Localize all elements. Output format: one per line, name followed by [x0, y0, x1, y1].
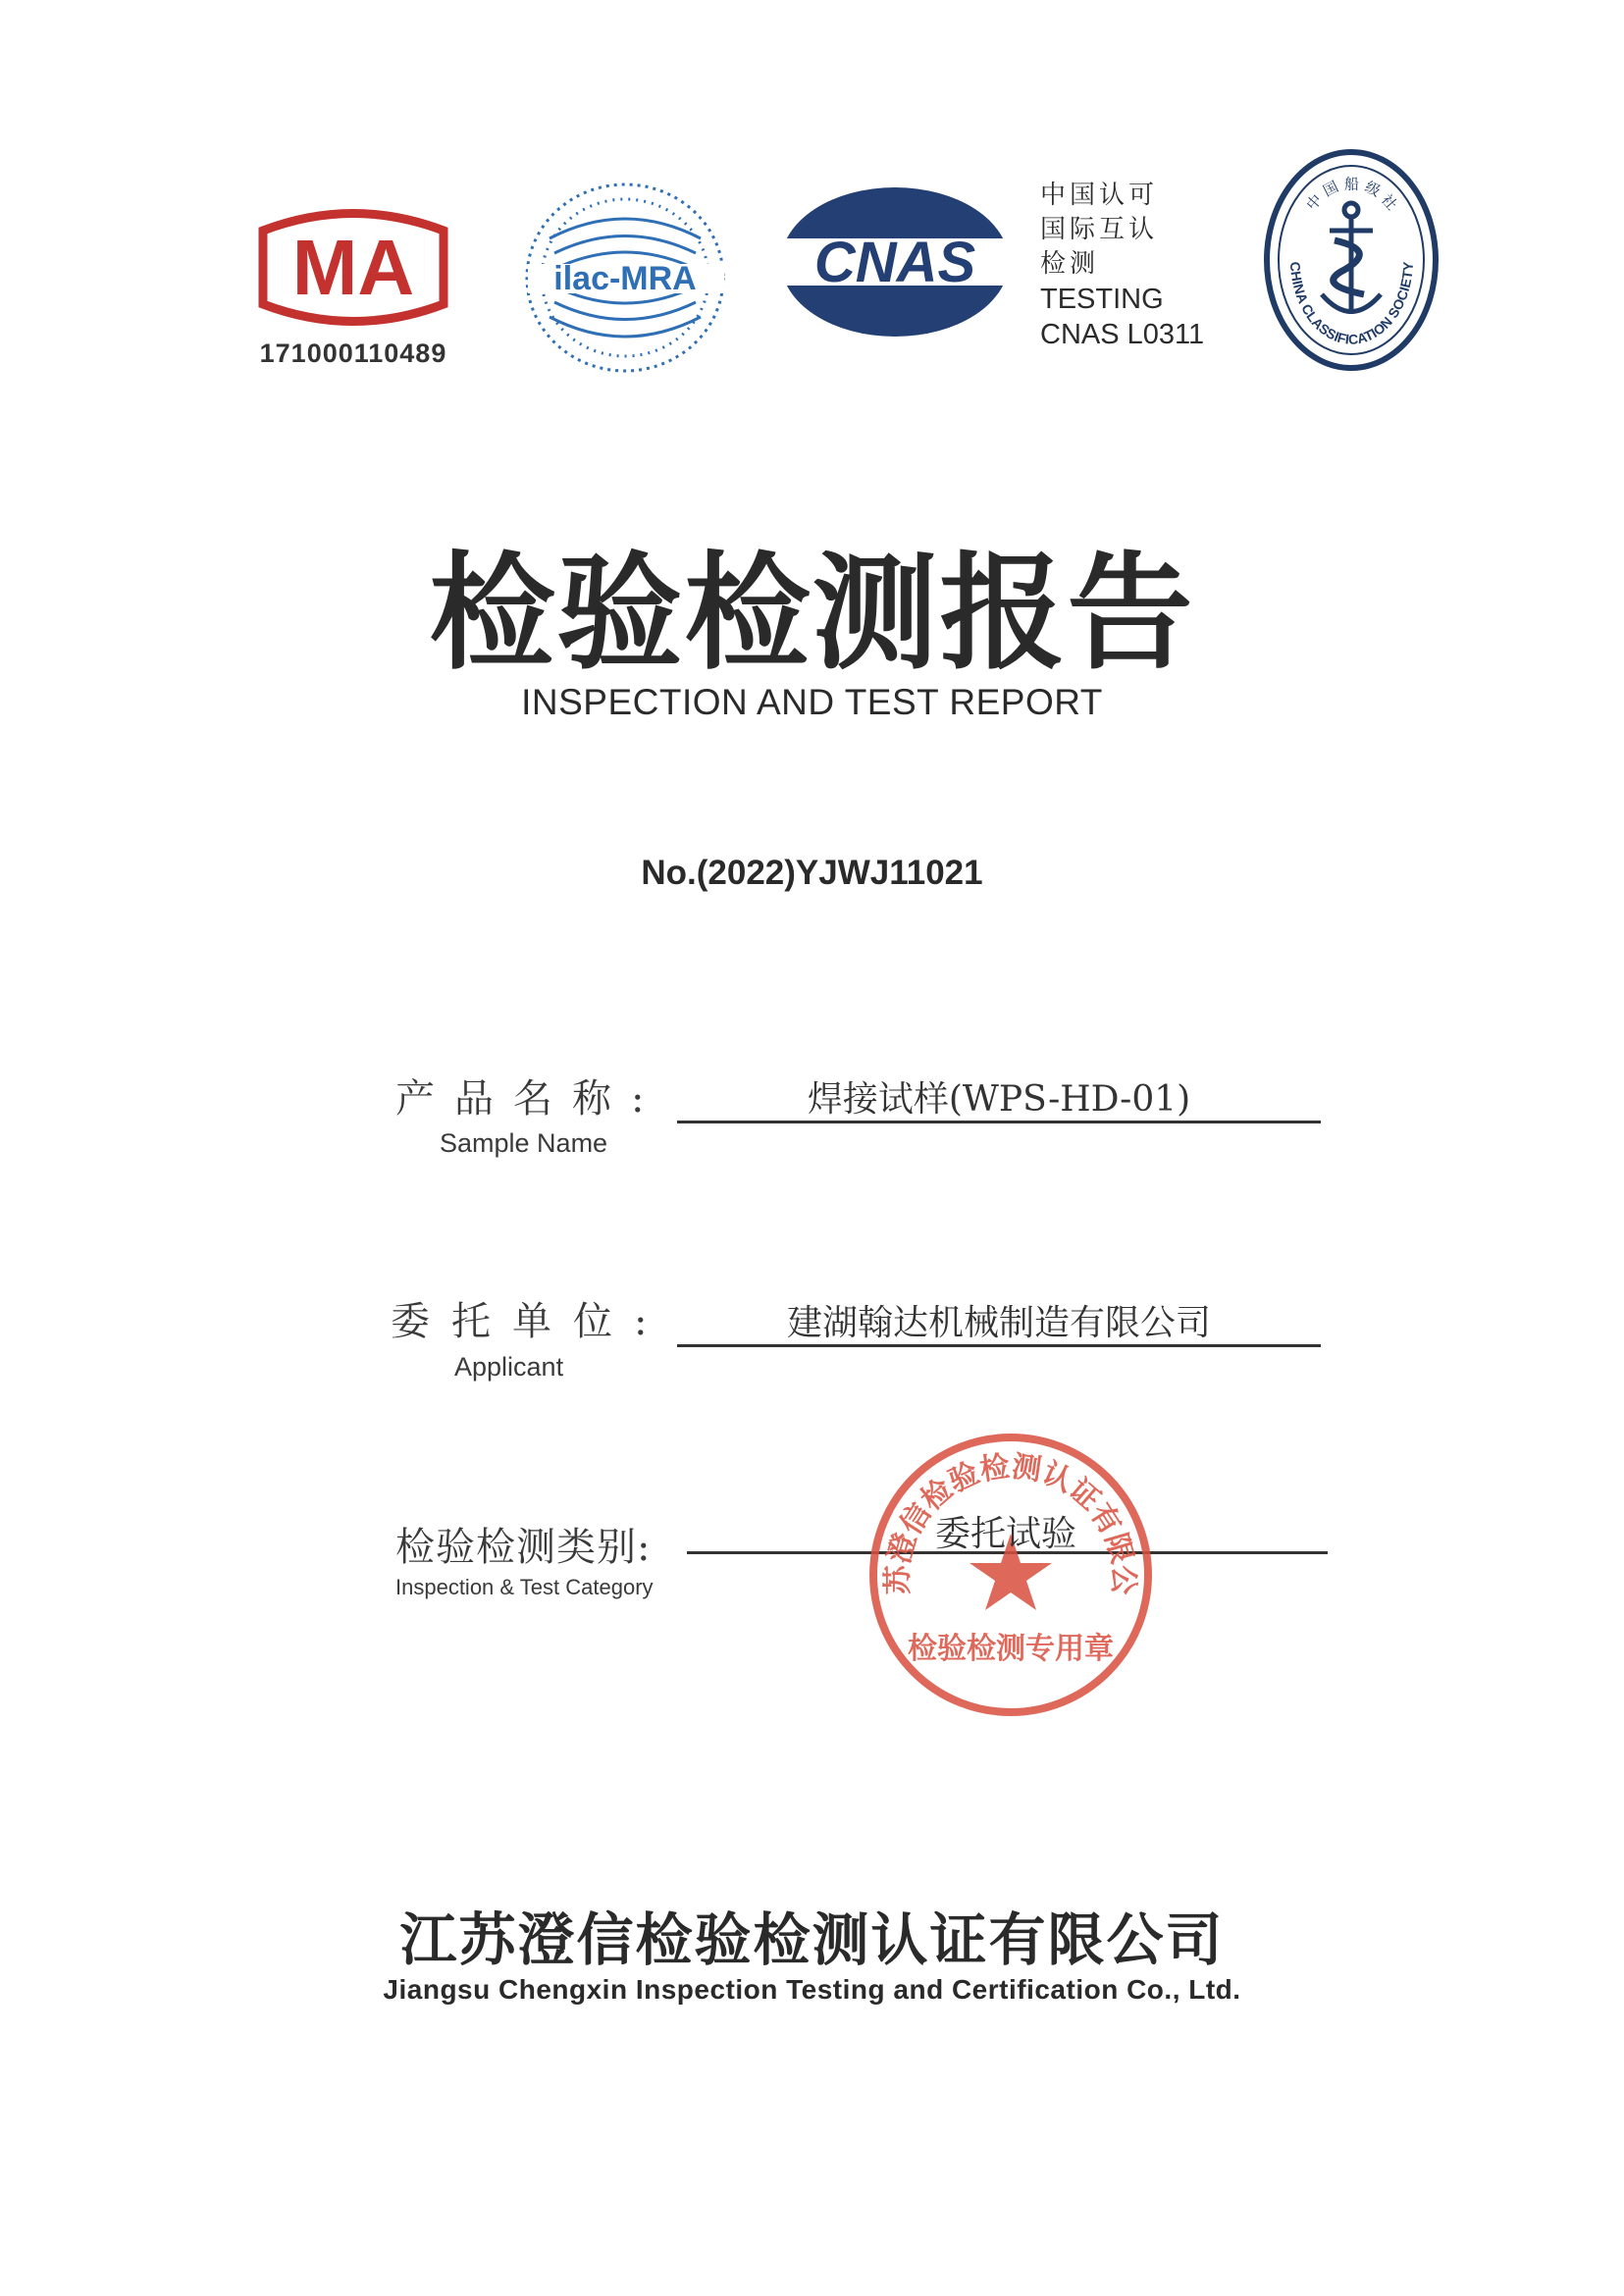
ccs-top-text: 中 国 船 级 社 — [1302, 175, 1401, 214]
category-label-en: Inspection & Test Category — [395, 1575, 654, 1599]
svg-text:中 国 船 级 社 — [1303, 175, 1401, 213]
cma-certificate-number: 171000110489 — [259, 339, 447, 368]
cnas-cn-line-1: 中国认可 — [1040, 181, 1159, 210]
category-label-cn: 检验检测类别: — [395, 1525, 652, 1570]
ilac-mra-text: ilac-MRA — [553, 260, 697, 297]
sample-name-label-en: Sample Name — [440, 1128, 608, 1158]
cnas-cn-line-2: 国际互认 — [1040, 215, 1159, 244]
ilac-mra-logo — [520, 180, 731, 376]
cnas-accreditation-text — [1040, 179, 1204, 352]
report-title-en: INSPECTION AND TEST REPORT — [521, 682, 1103, 722]
ccs-ring-text: CHINA CLASSIFICATION SOCIETY — [1286, 261, 1417, 347]
applicant-value: 建湖翰达机械制造有限公司 — [786, 1303, 1211, 1343]
cma-logo-text: MA — [291, 224, 415, 311]
sample-name-underline — [677, 1121, 1321, 1123]
seal-outer-text: 苏澄信检验检测认证有限公 — [880, 1449, 1141, 1595]
report-title-cn: 检验检测报告 — [429, 540, 1195, 687]
cma-logo — [245, 196, 461, 339]
ccs-logo — [1261, 147, 1442, 373]
seal-inner-text: 检验检测专用章 — [908, 1632, 1114, 1666]
report-number: No.(2022)YJWJ11021 — [641, 854, 983, 892]
cnas-en-line-1: TESTING — [1040, 284, 1164, 315]
applicant-underline — [677, 1344, 1321, 1347]
category-value: 委托试验 — [934, 1514, 1076, 1554]
applicant-label-cn: 委托单位: — [391, 1299, 669, 1344]
company-name-cn: 江苏澄信检验检测认证有限公司 — [399, 1906, 1225, 1973]
company-name-en: Jiangsu Chengxin Inspection Testing and Certification Co., Ltd. — [383, 1974, 1241, 2005]
official-seal-stamp — [864, 1428, 1158, 1722]
cnas-cn-line-3: 检测 — [1040, 249, 1100, 279]
dragon-anchor-icon — [1322, 203, 1381, 314]
sample-name-value: 焊接试样(WPS-HD-01) — [807, 1079, 1191, 1120]
sample-name-label-cn: 产品名称: — [395, 1076, 664, 1122]
applicant-label-en: Applicant — [454, 1352, 564, 1382]
cnas-logo — [775, 182, 1016, 343]
cnas-logo-text: CNAS — [813, 231, 976, 294]
cnas-en-line-2: CNAS L0311 — [1040, 319, 1205, 350]
